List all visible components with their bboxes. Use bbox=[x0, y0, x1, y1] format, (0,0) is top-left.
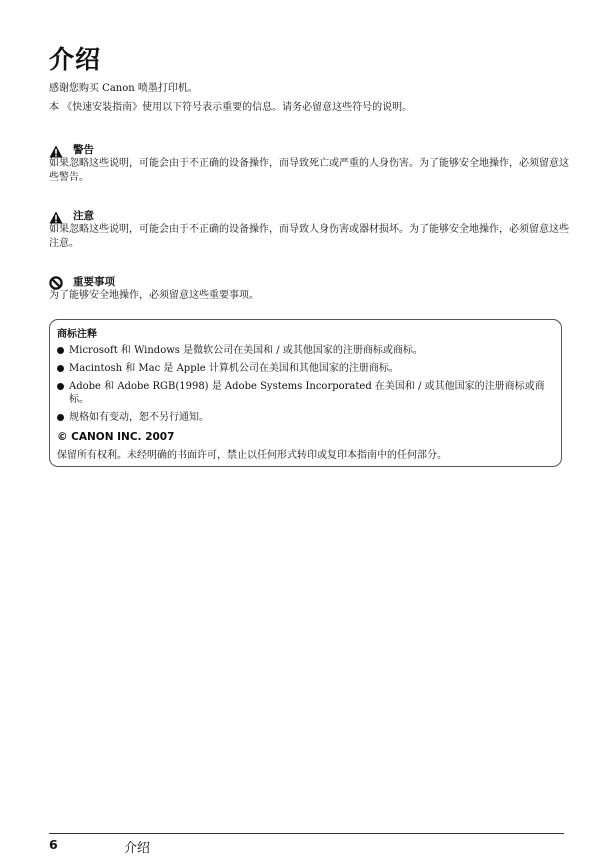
bullet-icon bbox=[57, 414, 64, 421]
list-item bbox=[57, 411, 552, 424]
footer-title: 介绍 bbox=[124, 841, 151, 856]
intro-line-2: 本 《快速安装指南》使用以下符号表示重要的信息。请务必留意这些符号的说明。 bbox=[49, 102, 413, 113]
important-heading bbox=[49, 274, 569, 288]
trademark-box bbox=[49, 319, 562, 467]
trademark-title: 商标注释 bbox=[57, 329, 97, 340]
page-number: 6 bbox=[49, 837, 58, 852]
bullet-icon bbox=[57, 365, 64, 372]
page-title: 介绍 bbox=[49, 45, 102, 74]
warning-text: 如果忽略这些说明，可能会由于不正确的设备操作，而导致死亡或严重的人身伤害。为了能够安全地操作，必须留意这些警告。 bbox=[49, 158, 569, 183]
intro-line-1: 感谢您购买 Canon 喷墨打印机。 bbox=[49, 83, 198, 94]
caution-label: 注意 bbox=[73, 209, 94, 222]
trademark-item-text: 规格如有变动，恕不另行通知。 bbox=[69, 412, 209, 423]
bullet-icon bbox=[57, 347, 64, 354]
trademark-item-text: Adobe 和 Adobe RGB(1998) 是 Adobe Systems Incorporated 在美国和 / 或其他国家的注册商标或商标。 bbox=[69, 381, 545, 405]
list-item bbox=[57, 380, 552, 406]
warning-triangle-icon bbox=[49, 143, 63, 156]
warning-notice bbox=[49, 142, 569, 185]
important-notice bbox=[49, 274, 569, 303]
important-text: 为了能够安全地操作，必须留意这些重要事项。 bbox=[49, 290, 259, 301]
trademark-item-text: Microsoft 和 Windows 是微软公司在美国和 / 或其他国家的注册商标或商标。 bbox=[69, 345, 423, 356]
trademark-list bbox=[57, 344, 552, 429]
list-item bbox=[57, 344, 552, 357]
copyright-notice: © CANON INC. 2007 bbox=[57, 431, 175, 443]
caution-heading bbox=[49, 208, 569, 222]
trademark-item-text: Macintosh 和 Mac 是 Apple 计算机公司在美国和其他国家的注册商标。 bbox=[69, 363, 399, 374]
important-label: 重要事项 bbox=[73, 275, 115, 288]
warning-label: 警告 bbox=[73, 143, 94, 156]
footer-divider bbox=[49, 833, 564, 834]
caution-notice bbox=[49, 208, 569, 251]
warning-heading bbox=[49, 142, 569, 156]
rights-statement: 保留所有权利。未经明确的书面许可，禁止以任何形式转印或复印本指南中的任何部分。 bbox=[57, 450, 447, 461]
caution-triangle-icon bbox=[49, 209, 63, 222]
prohibition-icon bbox=[49, 275, 63, 288]
caution-text: 如果忽略这些说明，可能会由于不正确的设备操作，而导致人身伤害或器材损坏。为了能够安全地操作，必须留意这些注意。 bbox=[49, 224, 569, 249]
list-item bbox=[57, 362, 552, 375]
bullet-icon bbox=[57, 383, 64, 390]
